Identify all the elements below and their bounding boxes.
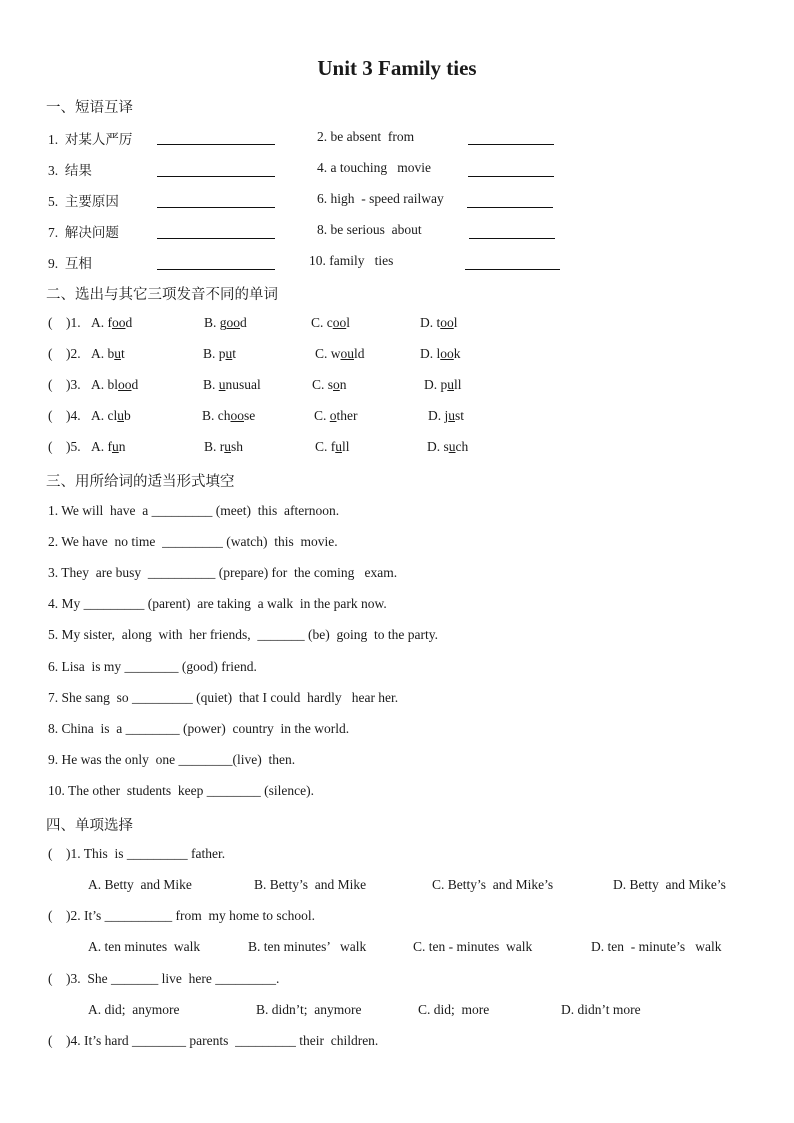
answer-blank[interactable] <box>467 206 553 208</box>
fill-in-item: 4. My _________ (parent) are taking a walk in the park now. <box>48 596 387 611</box>
option-c: C. son <box>312 377 347 392</box>
fill-in-item: 10. The other students keep ________ (silence). <box>48 783 314 798</box>
option-c: C. ten - minutes walk <box>413 939 533 954</box>
option-a: A. Betty and Mike <box>88 877 192 892</box>
section-4-heading: 四、单项选择 <box>46 818 133 834</box>
phrase-left: 7. 解决问题 <box>48 225 119 240</box>
section-3-heading: 三、用所给词的适当形式填空 <box>46 474 235 490</box>
mc-question: ( )3. She _______ live here _________. <box>48 971 280 986</box>
option-d: D. ten - minute’s walk <box>591 939 722 954</box>
phrase-left: 1. 对某人严厉 <box>48 132 133 147</box>
phrase-right: 4. a touching movie <box>317 160 431 175</box>
answer-blank[interactable] <box>465 268 560 270</box>
phrase-right: 8. be serious about <box>317 222 422 237</box>
option-a: A. fun <box>91 439 126 454</box>
option-d: D. look <box>420 346 461 361</box>
option-b: B. choose <box>202 408 256 423</box>
option-b: B. put <box>203 346 237 361</box>
option-d: D. such <box>427 439 469 454</box>
option-c: C. did; more <box>418 1002 490 1017</box>
fill-in-item: 6. Lisa is my ________ (good) friend. <box>48 659 257 674</box>
fill-in-item: 2. We have no time _________ (watch) this movie. <box>48 534 338 549</box>
option-d: D. Betty and Mike’s <box>613 877 726 892</box>
mc-question: ( )2. It’s __________ from my home to school. <box>48 908 315 923</box>
option-a: A. food <box>91 315 133 330</box>
option-b: B. didn’t; anymore <box>256 1002 362 1017</box>
option-a: A. ten minutes walk <box>88 939 201 954</box>
answer-blank[interactable] <box>157 143 275 145</box>
option-c: C. cool <box>311 315 351 330</box>
mc-question: ( )1. This is _________ father. <box>48 846 226 861</box>
phrase-right: 10. family ties <box>309 253 394 268</box>
fill-in-item: 9. He was the only one ________(live) then. <box>48 752 296 767</box>
fill-in-item: 8. China is a ________ (power) country in the world. <box>48 721 350 736</box>
question-number: ( )5. <box>48 439 81 454</box>
fill-in-item: 5. My sister, along with her friends, _______ (be) going to the party. <box>48 627 439 642</box>
option-d: D. tool <box>420 315 458 330</box>
option-b: B. good <box>204 315 247 330</box>
phrase-right: 6. high - speed railway <box>317 191 444 206</box>
page-title: Unit 3 Family ties <box>317 56 477 80</box>
phrase-right: 2. be absent from <box>317 129 415 144</box>
option-a: A. blood <box>91 377 139 392</box>
answer-blank[interactable] <box>157 206 275 208</box>
option-d: D. didn’t more <box>561 1002 641 1017</box>
answer-blank[interactable] <box>469 237 555 239</box>
option-b: B. ten minutes’ walk <box>248 939 367 954</box>
phrase-left: 5. 主要原因 <box>48 194 119 209</box>
option-c: C. other <box>314 408 358 423</box>
phrase-left: 3. 结果 <box>48 163 92 178</box>
fill-in-item: 3. They are busy __________ (prepare) for the coming exam. <box>48 565 398 580</box>
option-a: A. but <box>91 346 125 361</box>
section-2-heading: 二、选出与其它三项发音不同的单词 <box>46 287 278 303</box>
question-number: ( )1. <box>48 315 81 330</box>
fill-in-item: 1. We will have a _________ (meet) this afternoon. <box>48 503 340 518</box>
phrase-left: 9. 互相 <box>48 256 92 271</box>
option-d: D. pull <box>424 377 462 392</box>
option-d: D. just <box>428 408 465 423</box>
option-c: C. full <box>315 439 350 454</box>
answer-blank[interactable] <box>157 175 275 177</box>
section-1-heading: 一、短语互译 <box>46 100 133 116</box>
mc-question: ( )4. It’s hard ________ parents _________ their children. <box>48 1033 379 1048</box>
answer-blank[interactable] <box>468 175 554 177</box>
question-number: ( )3. <box>48 377 81 392</box>
answer-blank[interactable] <box>157 237 275 239</box>
option-b: B. rush <box>204 439 244 454</box>
option-a: A. did; anymore <box>88 1002 180 1017</box>
answer-blank[interactable] <box>468 143 554 145</box>
question-number: ( )2. <box>48 346 81 361</box>
fill-in-item: 7. She sang so _________ (quiet) that I could hardly hear her. <box>48 690 399 705</box>
answer-blank[interactable] <box>157 268 275 270</box>
option-b: B. unusual <box>203 377 261 392</box>
option-c: C. would <box>315 346 365 361</box>
option-c: C. Betty’s and Mike’s <box>432 877 554 892</box>
option-a: A. club <box>91 408 131 423</box>
question-number: ( )4. <box>48 408 81 423</box>
option-b: B. Betty’s and Mike <box>254 877 367 892</box>
